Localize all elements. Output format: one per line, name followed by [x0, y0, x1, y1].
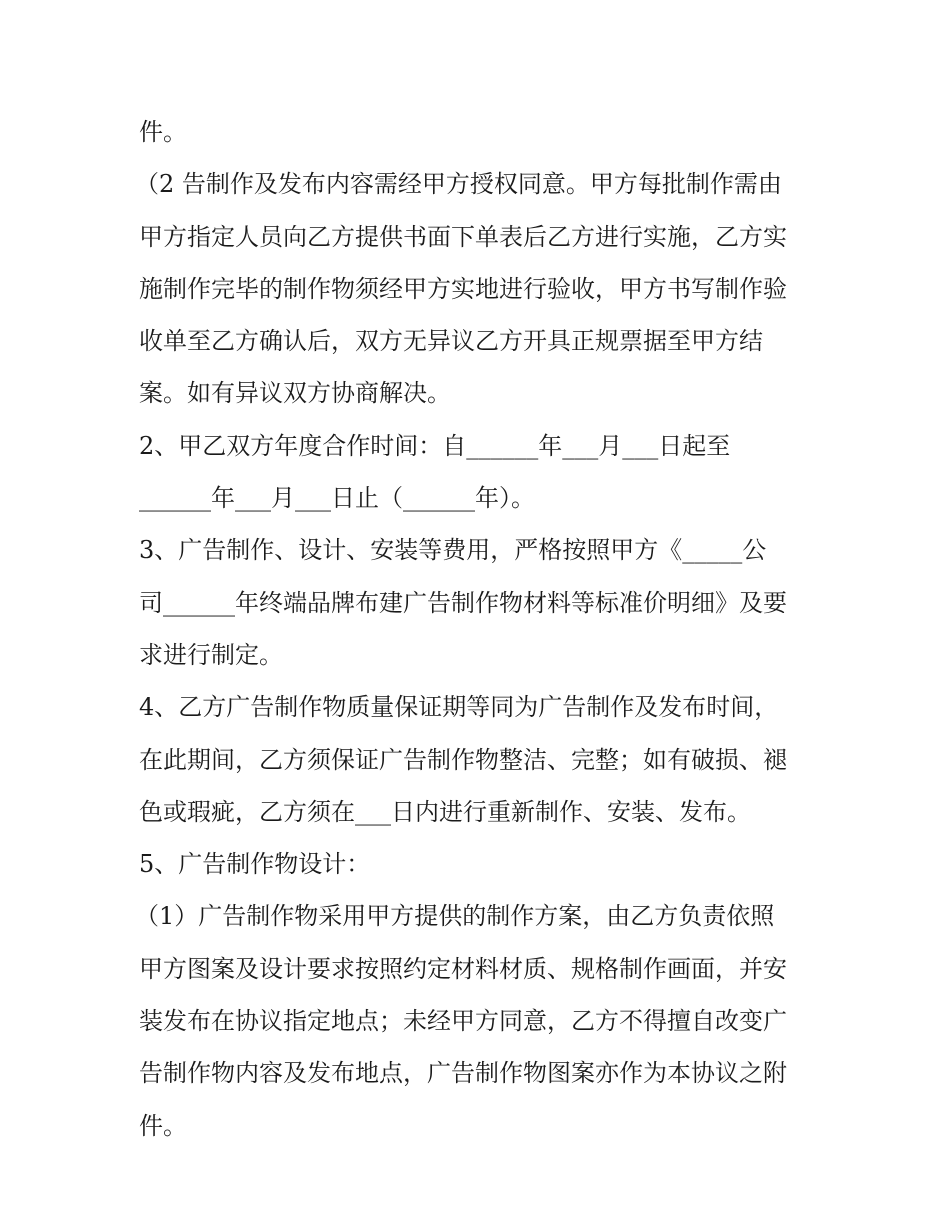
text-line: 4、乙方广告制作物质量保证期等同为广告制作及发布时间， [139, 693, 779, 722]
text-line: 甲方图案及设计要求按照约定材料材质、规格制作画面，并安 [139, 954, 787, 983]
text-line: 件。 [139, 1111, 187, 1140]
text-line: 告制作物内容及发布地点，广告制作物图案亦作为本协议之附 [139, 1059, 787, 1088]
text-line: 司______年终端品牌布建广告制作物材料等标准价明细》及要 [139, 588, 787, 617]
text-line: 2、甲乙双方年度合作时间：自______年___月___日起至 [139, 431, 731, 460]
document-body [135, 106, 819, 1152]
text-line: 色或瑕疵，乙方须在___日内进行重新制作、安装、发布。 [139, 797, 751, 826]
text-line: 装发布在协议指定地点；未经甲方同意，乙方不得擅自改变广 [139, 1007, 787, 1036]
text-line: ______年___月___日止（______年）。 [139, 484, 535, 513]
text-line: 3、广告制作、设计、安装等费用，严格按照甲方《_____公 [139, 536, 767, 565]
text-line: 求进行制定。 [139, 640, 283, 669]
text-line: （1）广告制作物采用甲方提供的制作方案，由乙方负责依照 [135, 902, 775, 931]
text-line: 施制作完毕的制作物须经甲方实地进行验收，甲方书写制作验 [139, 274, 787, 303]
text-line: 收单至乙方确认后，双方无异议乙方开具正规票据至甲方结 [139, 327, 763, 356]
text-line: 案。如有异议双方协商解决。 [139, 379, 451, 408]
text-line: 5、广告制作物设计： [139, 850, 371, 879]
text-line: 在此期间，乙方须保证广告制作物整洁、完整；如有破损、褪 [139, 745, 787, 774]
text-line: 件。 [139, 118, 187, 146]
text-line: 甲方指定人员向乙方提供书面下单表后乙方进行实施，乙方实 [139, 222, 787, 251]
text-line: （2 告制作及发布内容需经甲方授权同意。甲方每批制作需由 [135, 170, 782, 199]
